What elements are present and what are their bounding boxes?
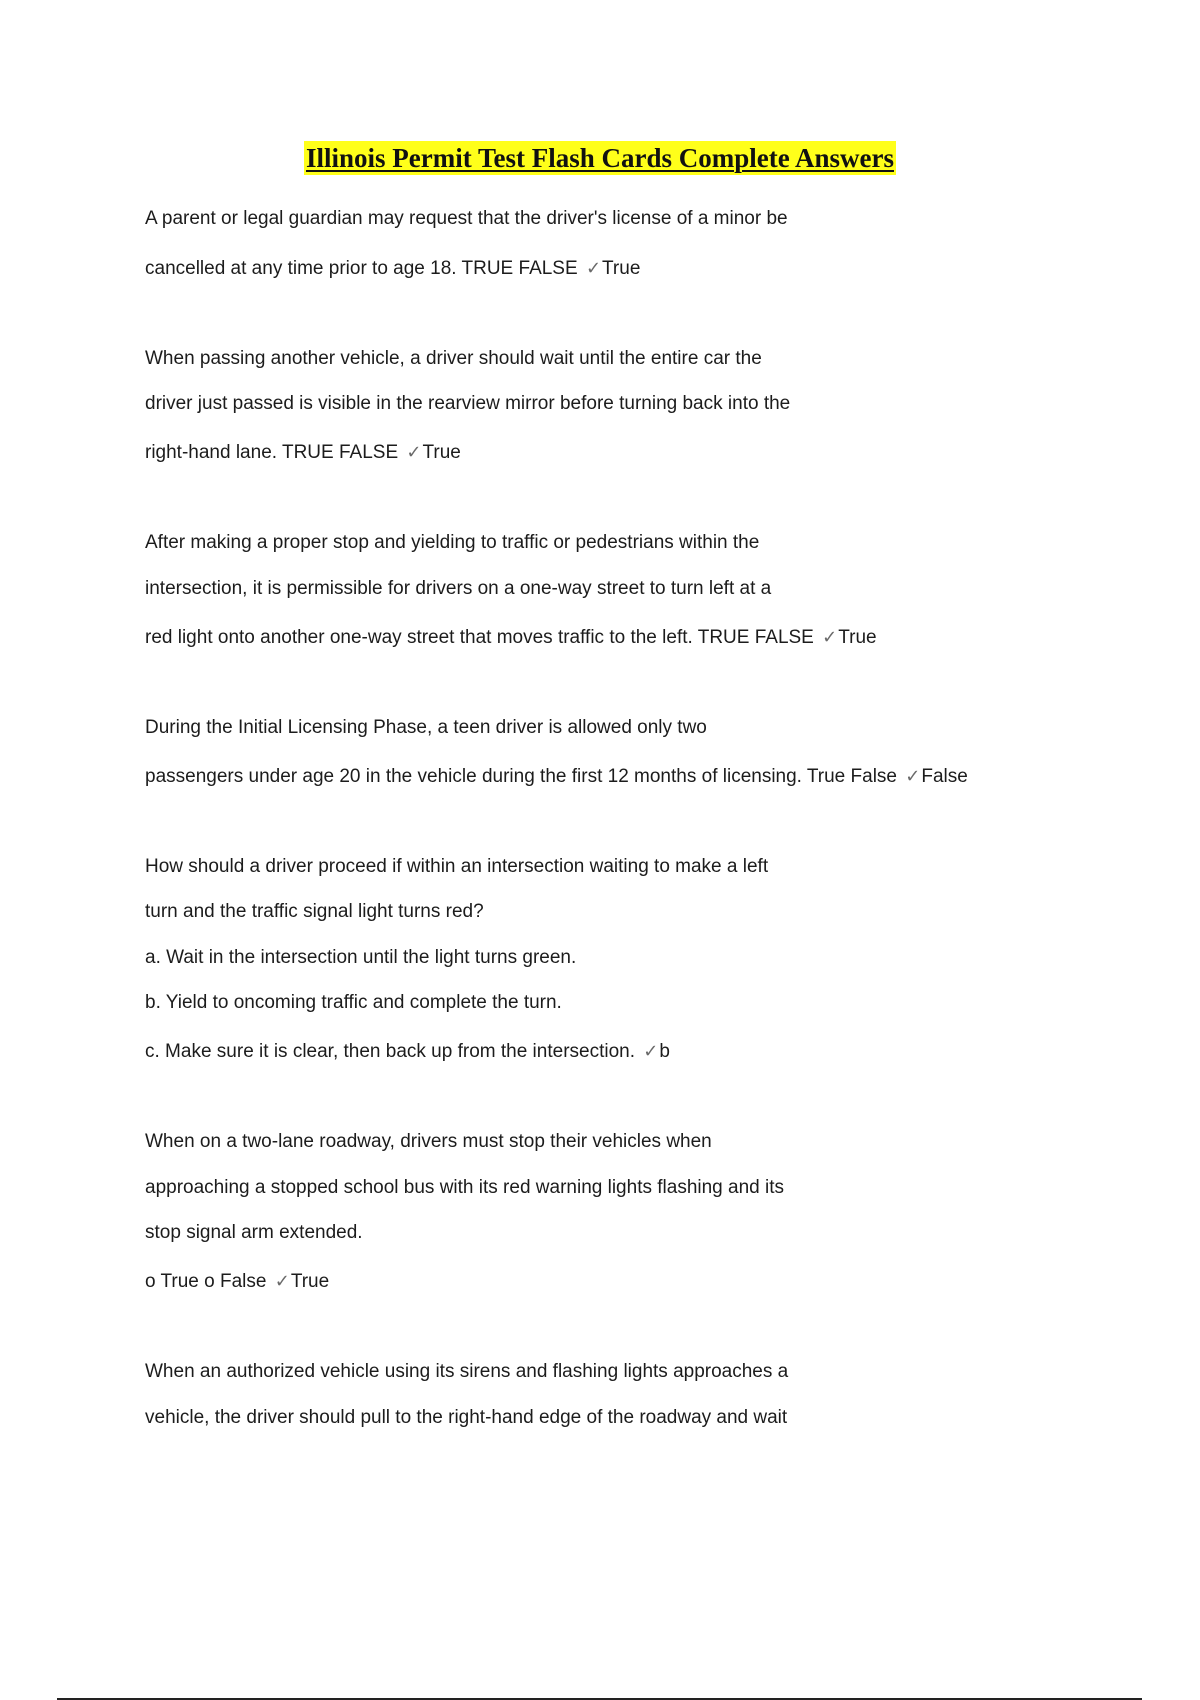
question-5-text: c. Make sure it is clear, then back up from the intersection. <box>145 1041 641 1062</box>
question-2-line-1: When passing another vehicle, a driver should wait until the entire car the <box>145 348 762 369</box>
question-5-line-1: How should a driver proceed if within an intersection waiting to make a left <box>145 856 769 877</box>
question-6-line-3: stop signal arm extended. <box>145 1222 363 1243</box>
document-title: Illinois Permit Test Flash Cards Complete Answers <box>305 143 894 173</box>
answer-4: False <box>921 766 968 787</box>
answer-5: b <box>659 1041 670 1062</box>
question-3-line-2: intersection, it is permissible for drivers on a one-way street to turn left at a <box>145 578 772 599</box>
question-3-line-3 <box>145 625 877 650</box>
answer-2: True <box>422 442 461 463</box>
checkmark-icon: ✓ <box>905 766 921 786</box>
question-3-text: red light onto another one-way street that moves traffic to the left. TRUE FALSE <box>145 627 820 648</box>
checkmark-icon: ✓ <box>585 258 602 278</box>
question-2-text: right-hand lane. TRUE FALSE <box>145 442 404 463</box>
checkmark-icon: ✓ <box>643 1041 659 1061</box>
question-5-option-b: b. Yield to oncoming traffic and complete the turn. <box>145 992 562 1013</box>
answer-1: True <box>602 258 641 279</box>
question-5-option-a: a. Wait in the intersection until the light turns green. <box>145 947 577 968</box>
question-6-text: o True o False <box>145 1271 272 1292</box>
question-1-line-1: A parent or legal guardian may request that the driver's license of a minor be <box>145 208 788 229</box>
question-5-line-2: turn and the traffic signal light turns red? <box>145 901 484 922</box>
question-1-line-2 <box>145 256 640 281</box>
checkmark-icon: ✓ <box>274 1271 290 1291</box>
question-4-text: passengers under age 20 in the vehicle during the first 12 months of licensing. True False <box>145 766 903 787</box>
question-4-line-1: During the Initial Licensing Phase, a teen driver is allowed only two <box>145 717 707 738</box>
question-6-line-1: When on a two-lane roadway, drivers must stop their vehicles when <box>145 1131 712 1152</box>
question-2-line-2: driver just passed is visible in the rearview mirror before turning back into the <box>145 393 791 414</box>
question-1-text: cancelled at any time prior to age 18. TRUE FALSE <box>145 258 583 279</box>
checkmark-icon: ✓ <box>406 442 422 462</box>
question-4-line-2 <box>145 764 968 789</box>
title-container <box>0 141 1200 175</box>
checkmark-icon: ✓ <box>822 627 838 647</box>
question-7-line-2: vehicle, the driver should pull to the right-hand edge of the roadway and wait <box>145 1407 788 1428</box>
question-6-line-2: approaching a stopped school bus with its red warning lights flashing and its <box>145 1177 784 1198</box>
question-5-option-c <box>145 1039 670 1064</box>
question-6-options <box>145 1269 329 1294</box>
question-2-line-3 <box>145 440 461 465</box>
answer-3: True <box>838 627 877 648</box>
question-7-line-1: When an authorized vehicle using its sirens and flashing lights approaches a <box>145 1361 789 1382</box>
question-3-line-1: After making a proper stop and yielding to traffic or pedestrians within the <box>145 532 760 553</box>
answer-6: True <box>290 1271 330 1292</box>
